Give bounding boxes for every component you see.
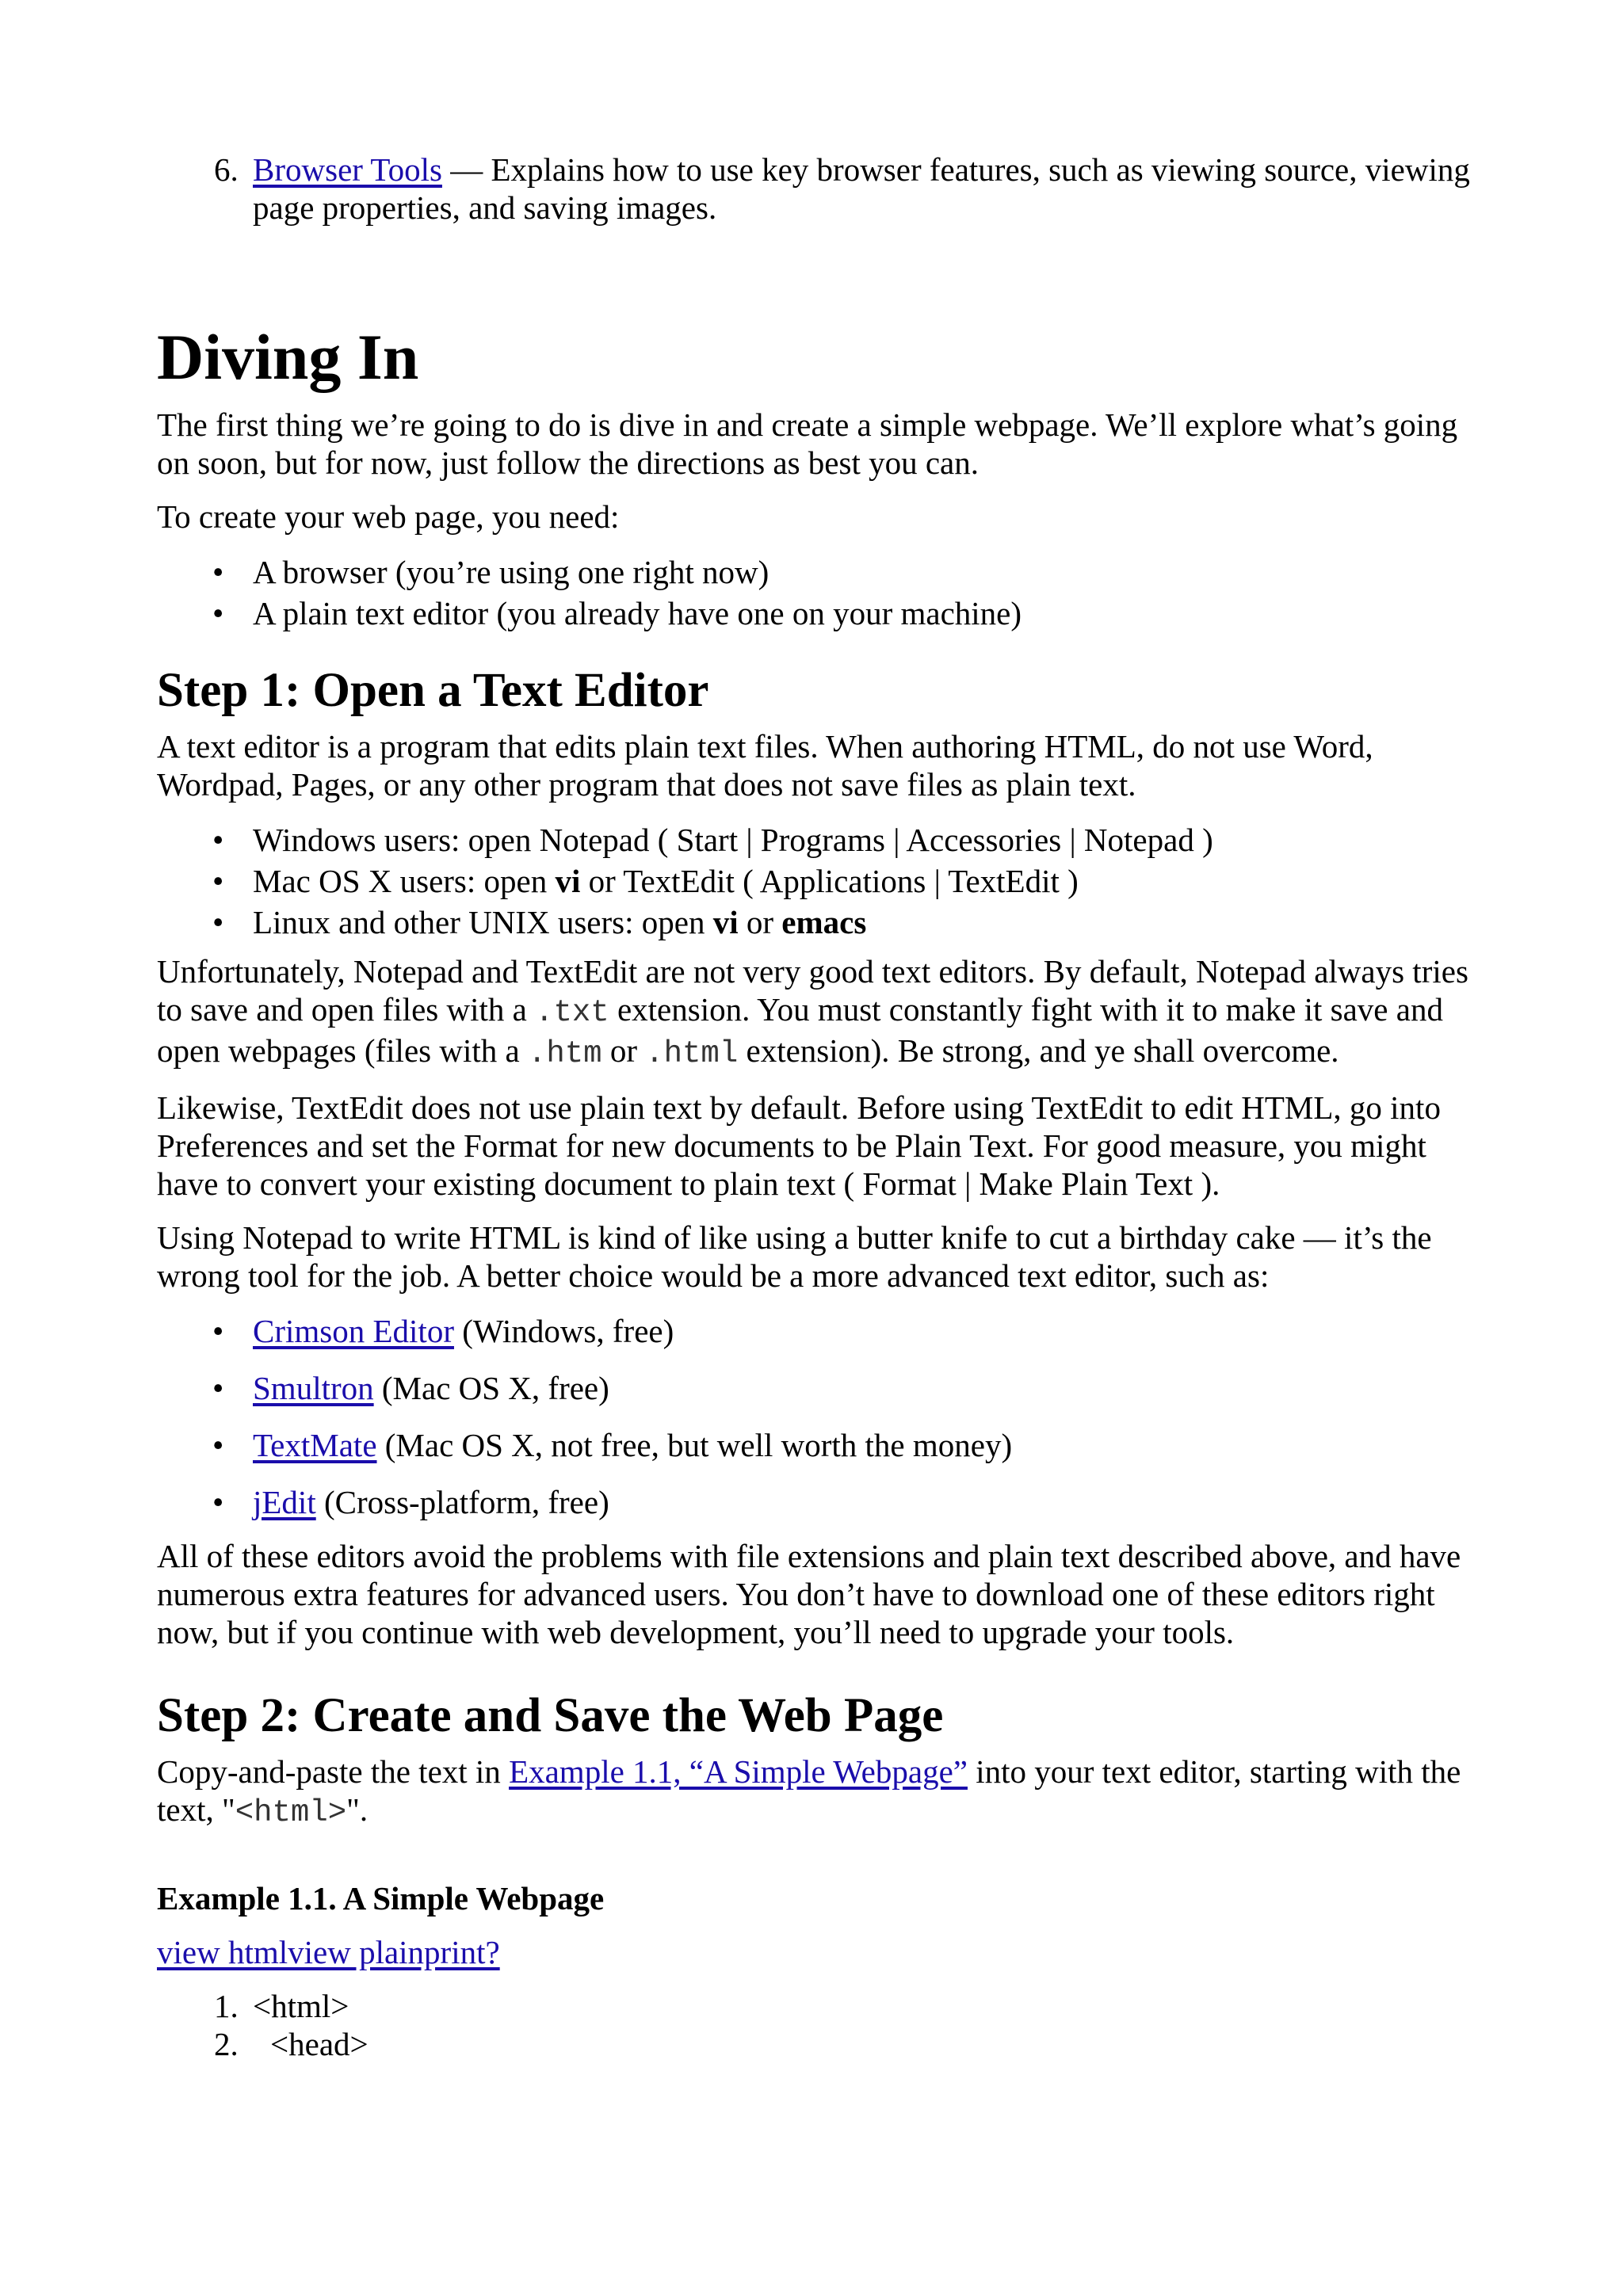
code-line-text: <head> [270, 2026, 369, 2062]
line-number: 1. [214, 1988, 239, 2024]
text: ". [346, 1791, 369, 1828]
step1-heading: Step 1: Open a Text Editor [157, 664, 709, 717]
paragraph: To create your web page, you need: [157, 498, 620, 535]
os-list [157, 821, 1488, 941]
code-line [157, 1987, 1488, 2025]
bullet: • [212, 595, 224, 631]
text: Copy-and-paste the text in [157, 1753, 510, 1790]
paragraph [157, 952, 1488, 1073]
code-listing [157, 1987, 1488, 2063]
top-ordered-list [157, 151, 1488, 227]
paragraph: The first thing we’re going to do is dive in and create a simple webpage. We’ll explore what’s going on soon, but for now, just follow the directions as best you can. [157, 406, 1458, 481]
bullet: • [212, 554, 224, 590]
list-item-text: A browser (you’re using one right now) [253, 554, 769, 590]
needs-list [157, 553, 1488, 632]
paragraph: All of these editors avoid the problems with file extensions and plain text described above, and have numerous extra features for advanced users. You don’t have to download one of these editors right now, but if you continue with web development, you’ll need to upgrade your tools. [157, 1538, 1461, 1650]
bullet: • [212, 1370, 224, 1406]
list-item-text: A plain text editor (you already have one on your machine) [253, 595, 1022, 631]
list-item [157, 594, 1488, 632]
list-item [157, 1369, 1488, 1407]
list-item [157, 1483, 1488, 1521]
paragraph [157, 1933, 1488, 1971]
smultron-link[interactable]: Smultron [253, 1370, 374, 1406]
paragraph: A text editor is a program that edits plain text files. When authoring HTML, do not use Word, Wordpad, Pages, or any other program that does not save files as plain text. [157, 728, 1373, 803]
bullet: • [212, 822, 224, 858]
document-content [157, 151, 1488, 2063]
bullet: • [212, 863, 224, 899]
list-item-text: (Mac OS X, free) [373, 1370, 609, 1406]
list-item-text: Windows users: open Notepad ( Start | Programs | Accessories | Notepad ) [253, 822, 1213, 858]
browser-tools-link[interactable]: Browser Tools [253, 151, 442, 188]
bullet: • [212, 1313, 224, 1349]
list-item-text: — Explains how to use key browser features, such as viewing source, viewing page properties, and saving images. [253, 151, 1470, 226]
code-html: .html [645, 1036, 739, 1071]
bullet: • [212, 904, 224, 940]
editors-list [157, 1312, 1488, 1521]
list-item-text: or TextEdit ( Applications | TextEdit ) [580, 863, 1079, 899]
crimson-editor-link[interactable]: Crimson Editor [253, 1313, 454, 1349]
bullet: • [212, 1427, 224, 1463]
text: extension). Be strong, and ye shall overcome. [738, 1032, 1339, 1069]
code-txt: .txt [535, 995, 609, 1030]
list-item-text: (Windows, free) [453, 1313, 674, 1349]
code-htm: .htm [527, 1036, 602, 1071]
list-item [157, 151, 1488, 227]
bullet: • [212, 1484, 224, 1520]
example-link[interactable]: Example 1.1, “A Simple Webpage” [509, 1753, 968, 1790]
list-item-text: (Cross-platform, free) [315, 1484, 609, 1520]
emacs-label: emacs [781, 904, 867, 940]
vi-label: vi [555, 863, 581, 899]
code-line-text: <html> [253, 1988, 349, 2024]
list-item [157, 903, 1488, 941]
textmate-link[interactable]: TextMate [253, 1427, 377, 1463]
list-item [157, 821, 1488, 859]
list-item-text: Mac OS X users: open [253, 863, 556, 899]
jedit-link[interactable]: jEdit [253, 1484, 316, 1520]
list-item-text: or [738, 904, 782, 940]
text: into your text editor, starting with the text, " [157, 1753, 1461, 1828]
text: Unfortunately, Notepad and TextEdit are not very good text editors. By default, Notepad always tries to save and open files with a [157, 953, 1468, 1028]
text: or [601, 1032, 646, 1069]
list-item-text: (Mac OS X, not free, but well worth the money) [376, 1427, 1013, 1463]
step2-heading: Step 2: Create and Save the Web Page [157, 1689, 944, 1742]
paragraph [157, 1753, 1488, 1832]
list-item [157, 553, 1488, 591]
text: extension. You must constantly fight with it to make it save and open webpages (files with a [157, 991, 1443, 1069]
code-html-tag: <html> [235, 1795, 347, 1830]
list-item [157, 1426, 1488, 1464]
line-number: 2. [214, 2026, 239, 2062]
view-links[interactable]: view htmlview plainprint? [157, 1934, 500, 1970]
list-item [157, 1312, 1488, 1350]
list-item [157, 862, 1488, 900]
example-title: Example 1.1. A Simple Webpage [157, 1880, 605, 1917]
paragraph: Using Notepad to write HTML is kind of like using a butter knife to cut a birthday cake — it’s the wrong tool for the job. A better choice would be a more advanced text editor, such as: [157, 1219, 1432, 1294]
list-item-text: Linux and other UNIX users: open [253, 904, 713, 940]
paragraph: Likewise, TextEdit does not use plain text by default. Before using TextEdit to edit HTML, go into Preferences and set the Format for new documents to be Plain Text. For good measure, you might have to convert your existing document to plain text ( Format | Make Plain Text ). [157, 1089, 1441, 1202]
list-number: 6. [214, 151, 239, 188]
vi-label: vi [712, 904, 739, 940]
diving-in-heading: Diving In [157, 321, 419, 393]
code-line [157, 2025, 1488, 2063]
